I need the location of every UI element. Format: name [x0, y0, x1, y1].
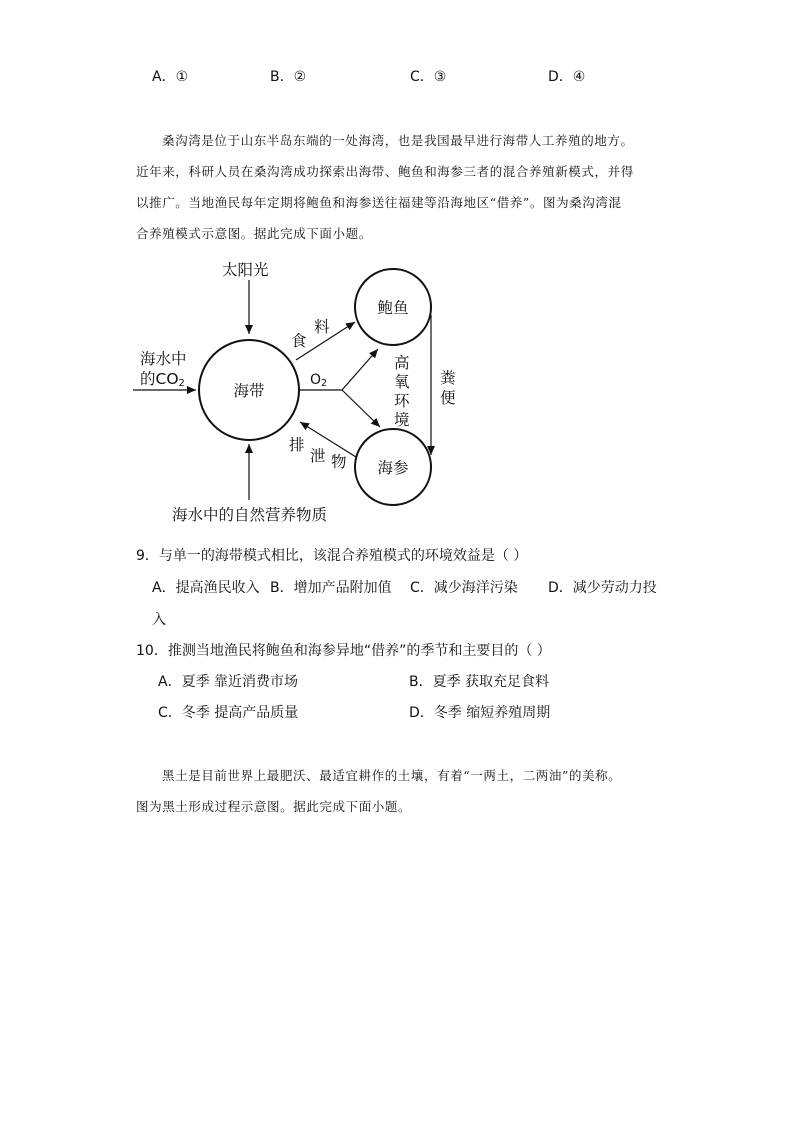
co2-main: 的CO — [140, 370, 179, 388]
mixed-culture-diagram — [0, 248, 794, 538]
q10-stem: 10．推测当地渔民将鲍鱼和海参异地“借养”的季节和主要目的（ ） — [136, 643, 551, 659]
q10-option-d: D．冬季 缩短养殖周期 — [409, 705, 551, 721]
o2-main: O — [310, 372, 322, 388]
passage1-line-2: 近年来，科研人员在桑沟湾成功探索出海带、鲍鱼和海参三者的混合养殖新模式，并得 — [136, 164, 634, 179]
feces-char-1: 粪 — [440, 369, 456, 387]
high-oxygen-char-4: 境 — [394, 411, 410, 429]
q10-option-b: B．夏季 获取充足食料 — [409, 674, 550, 690]
passage1-line-4: 合养殖模式示意图。据此完成下面小题。 — [136, 226, 372, 241]
circled-number: ② — [293, 69, 307, 85]
food-label-2: 料 — [314, 318, 330, 336]
q9-stem: 9．与单一的海带模式相比，该混合养殖模式的环境效益是（ ） — [136, 548, 528, 564]
passage2-line-2: 图为黑土形成过程示意图。据此完成下面小题。 — [136, 799, 412, 814]
arrow-o2-to-abalone — [342, 349, 378, 390]
circled-number: ③ — [433, 69, 447, 85]
arrow-o2-to-sea-cucumber — [342, 390, 380, 427]
sea-cucumber-label: 海参 — [377, 459, 409, 477]
prev-option-b — [270, 66, 306, 86]
circled-number: ④ — [572, 69, 586, 85]
feces-char-2: 便 — [440, 389, 456, 407]
option-letter: A． — [152, 69, 176, 85]
co2-label-line2 — [140, 370, 185, 389]
option-letter: B． — [270, 69, 294, 85]
prev-option-c — [410, 66, 446, 86]
passage2-line-1: 黑土是目前世界上最肥沃、最适宜耕作的土壤，有着“一两土，二两油”的美称。 — [162, 768, 622, 783]
abalone-label: 鲍鱼 — [377, 299, 409, 317]
excretion-char-3: 物 — [331, 453, 347, 471]
high-oxygen-char-2: 氧 — [394, 373, 410, 391]
passage1-line-3: 以推广。当地渔民每年定期将鲍鱼和海参送往福建等沿海地区“借养”。图为桑沟湾混 — [136, 195, 622, 210]
prev-option-a — [152, 66, 188, 86]
q10-option-a: A．夏季 靠近消费市场 — [158, 674, 299, 690]
q10-option-c: C．冬季 提高产品质量 — [158, 705, 299, 721]
high-oxygen-char-1: 高 — [394, 354, 410, 372]
q9-option-d-wrap: 入 — [152, 612, 166, 628]
sun-label: 太阳光 — [222, 261, 269, 279]
option-letter: C． — [410, 69, 434, 85]
o2-subscript: 2 — [321, 378, 328, 389]
co2-subscript: 2 — [178, 378, 185, 389]
prev-option-d — [548, 66, 585, 86]
q9-option-d: D．减少劳动力投 — [548, 580, 657, 596]
nutrients-label: 海水中的自然营养物质 — [172, 506, 328, 524]
option-letter: D． — [548, 69, 573, 85]
excretion-char-2: 泄 — [310, 447, 326, 465]
excretion-char-1: 排 — [289, 436, 305, 454]
arrow-excretion-to-kelp — [300, 422, 356, 457]
food-label-1: 食 — [291, 332, 307, 350]
o2-label — [310, 372, 327, 389]
q9-option-c: C．减少海洋污染 — [410, 580, 518, 596]
q9-option-b: B．增加产品附加值 — [270, 580, 392, 596]
co2-label-line1: 海水中 — [140, 350, 187, 368]
circled-number: ① — [175, 69, 189, 85]
q9-option-a: A．提高渔民收入 — [152, 580, 260, 596]
passage1-line-1: 桑沟湾是位于山东半岛东端的一处海湾，也是我国最早进行海带人工养殖的地方。 — [162, 133, 634, 148]
high-oxygen-char-3: 环 — [394, 392, 410, 410]
kelp-label: 海带 — [233, 382, 265, 400]
